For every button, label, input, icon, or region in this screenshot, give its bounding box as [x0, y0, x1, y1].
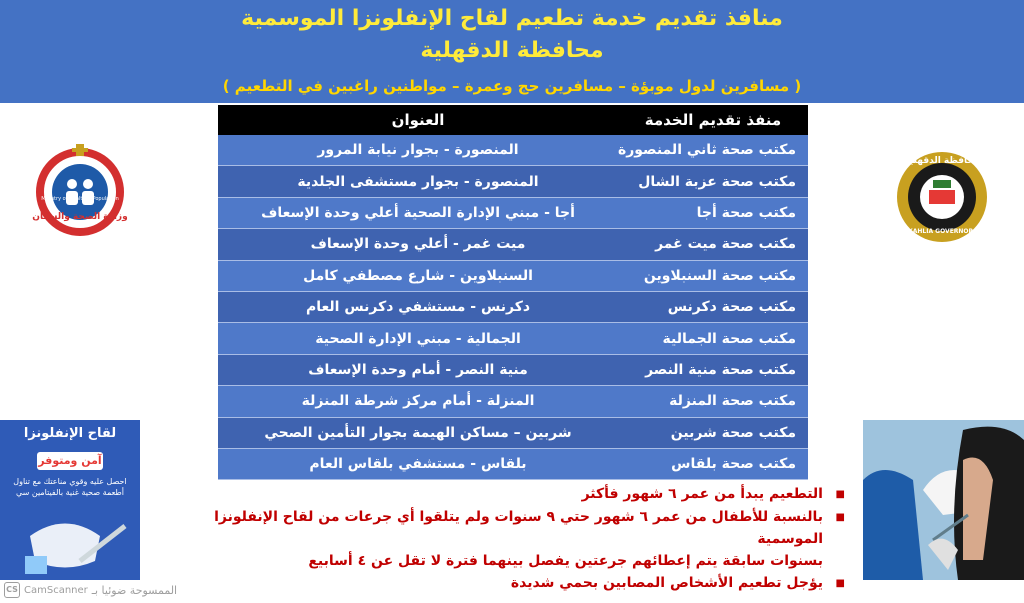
address-cell: شربين – مساكن الهيمة بجوار التأمين الصحي	[264, 424, 572, 441]
note-text: بالنسبة للأطفال من عمر ٦ شهور حتي ٩ سنوات ولم يتلقوا أي جرعات من لقاح الإنفلونزا الموسمية	[214, 509, 823, 547]
vaccination-points-table	[218, 105, 808, 480]
square-bullet-icon: ■	[835, 489, 845, 500]
address-cell: دكرنس - مستشفي دكرنس العام	[305, 299, 531, 316]
note-item-continuation	[200, 550, 845, 572]
address-cell: المنصورة - بجوار نيابة المرور	[317, 142, 519, 159]
header-service-point: منفذ تقديم الخدمة	[644, 111, 782, 129]
service-point-cell: مكتب صحة ثاني المنصورة	[617, 142, 796, 159]
camscanner-text: الممسوحة ضوئيا بـ	[91, 583, 178, 597]
note-text: يؤجل تطعيم الأشخاص المصابين بحمي شديدة	[510, 575, 823, 591]
vaccination-photo	[863, 420, 1024, 580]
square-bullet-icon: ■	[835, 512, 845, 523]
table-row	[218, 323, 808, 354]
governorate-name: محافظة الدقهلية	[904, 156, 980, 166]
table-row	[218, 229, 808, 260]
address-cell: بلقاس - مستشفي بلقاس العام	[309, 456, 527, 473]
service-point-cell: مكتب صحة السنبلاوين	[643, 267, 796, 284]
service-point-cell: مكتب صحة شربين	[670, 424, 796, 441]
note-text: التطعيم يبدأ من عمر ٦ شهور فأكثر	[581, 486, 823, 502]
address-cell: ميت غمر - أعلي وحدة الإسعاف	[310, 236, 526, 253]
address-cell: السنبلاوين - شارع مصطفي كامل	[303, 267, 533, 284]
camscanner-watermark	[4, 580, 177, 600]
ministry-name-en: Ministry of Health & Population	[41, 196, 119, 202]
table-row	[218, 449, 808, 480]
page-title: منافذ تقديم خدمة تطعيم لقاح الإنفلونزا الموسمية	[241, 6, 783, 31]
table-row	[218, 292, 808, 323]
address-cell: منية النصر - أمام وحدة الإسعاف	[308, 361, 528, 378]
table-row	[218, 135, 808, 166]
address-cell: المنزلة - أمام مركز شرطة المنزلة	[301, 393, 535, 410]
header-address: العنوان	[391, 111, 445, 129]
target-groups: ( مسافرين لدول موبؤة – مسافرين حج وعمرة – مواطنين راغبين في التطعيم )	[222, 77, 802, 95]
camscanner-icon: CS	[4, 582, 20, 598]
camscanner-app-name: CamScanner	[24, 584, 88, 596]
governorate-name-en: DAKAHLIA GOVERNORATE	[898, 228, 986, 235]
poster-text: احصل عليه وقوي مناعتك مع تناول أطعمة صحية غنية بالفيتامين سي	[13, 477, 127, 497]
table-row	[218, 166, 808, 197]
notes-list	[200, 483, 845, 595]
poster-tag: آمن ومتوفر	[37, 452, 103, 470]
service-point-cell: مكتب صحة المنزلة	[669, 393, 796, 410]
table-header	[218, 105, 808, 135]
square-bullet-icon: ■	[835, 578, 845, 589]
mask-syringe-icon	[20, 506, 130, 576]
table-row	[218, 355, 808, 386]
note-text: بسنوات سابقة يتم إعطائهم جرعتين يفصل بينهما فترة لا تقل عن ٤ أسابيع	[308, 553, 823, 569]
note-item	[200, 483, 845, 506]
note-item	[200, 572, 845, 595]
service-point-cell: مكتب صحة منية النصر	[645, 361, 796, 378]
address-cell: أجا - مبني الإدارة الصحية أعلي وحدة الإسعاف	[261, 204, 575, 221]
service-point-cell: مكتب صحة الجمالية	[662, 330, 796, 347]
address-cell: المنصورة - بجوار مستشفى الجلدية	[297, 173, 539, 190]
table-row	[218, 198, 808, 229]
service-point-cell: مكتب صحة بلقاس	[671, 456, 796, 473]
table-row	[218, 386, 808, 417]
header-banner	[0, 0, 1024, 103]
service-point-cell: مكتب صحة أجا	[696, 204, 796, 221]
table-row	[218, 418, 808, 449]
ministry-name: وزارة الصحة والسكان	[32, 212, 128, 222]
table-row	[218, 261, 808, 292]
service-point-cell: مكتب صحة ميت غمر	[655, 236, 796, 253]
address-cell: الجمالية - مبني الإدارة الصحية	[315, 330, 521, 347]
service-point-cell: مكتب صحة عزبة الشال	[638, 173, 796, 190]
poster-title: لقاح الإنفلونزا	[23, 426, 117, 441]
flu-vaccine-poster	[0, 420, 140, 580]
page-subtitle-governorate: محافظة الدقهلية	[420, 38, 604, 63]
service-point-cell: مكتب صحة دكرنس	[667, 299, 796, 316]
note-item	[200, 506, 845, 550]
